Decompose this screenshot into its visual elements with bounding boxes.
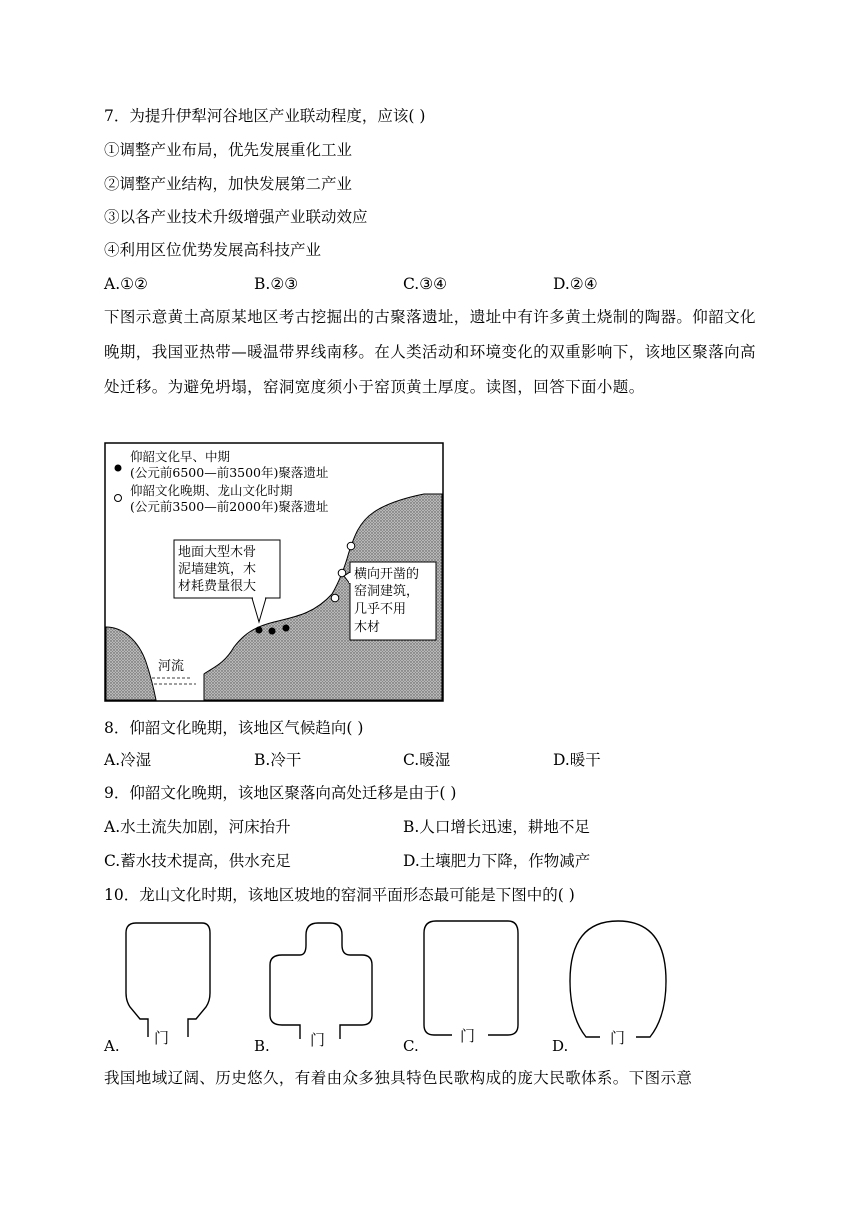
- q7-item-4: ④利用区位优势发展高科技产业: [104, 241, 322, 259]
- shape-a: [126, 923, 210, 1037]
- box2-line4: 木材: [354, 620, 381, 635]
- river-label: 河流: [158, 659, 185, 674]
- outro-paragraph: 我国地域辽阔、历史悠久，有着由众多独具特色民歌构成的庞大民歌体系。下图示意: [104, 1069, 693, 1087]
- door-d: 门: [610, 1029, 626, 1047]
- legend1-line2: (公元前6500—前3500年)聚落遗址: [130, 465, 329, 480]
- option-a-label: A.: [104, 1037, 120, 1055]
- q10-stem: 10．龙山文化时期，该地区坡地的窑洞平面形态最可能是下图中的( ): [104, 886, 575, 904]
- option-c-label: C.: [403, 1037, 419, 1055]
- q7-stem: 7．为提升伊犁河谷地区产业联动程度，应该( ): [104, 107, 426, 125]
- option-b-label: B.: [254, 1037, 270, 1055]
- legend2-line2: (公元前3500—前2000年)聚落遗址: [130, 499, 329, 514]
- q8-option-a: A.冷湿: [104, 751, 152, 769]
- q9-option-a: A.水土流失加剧，河床抬升: [104, 818, 291, 836]
- box2-line2: 窑洞建筑，: [354, 584, 420, 599]
- shape-c: [424, 921, 518, 1035]
- q9-option-d: D.土壤肥力下降，作物减产: [403, 852, 591, 870]
- door-a: 门: [154, 1029, 170, 1047]
- door-b: 门: [310, 1031, 326, 1049]
- q9-stem: 9．仰韶文化晚期，该地区聚落向高处迁移是由于( ): [104, 784, 457, 802]
- q7-item-3: ③以各产业技术升级增强产业联动效应: [104, 208, 368, 226]
- door-c: 门: [460, 1027, 476, 1045]
- q8-option-b: B.冷干: [254, 751, 302, 769]
- q7-item-1: ①调整产业布局，优先发展重化工业: [104, 141, 353, 159]
- legend1-line1: 仰韶文化早、中期: [130, 449, 231, 464]
- option-d-label: D.: [552, 1037, 569, 1055]
- q8-option-d: D.暖干: [553, 751, 601, 769]
- q7-option-a: A.①②: [104, 275, 148, 293]
- q7-item-2: ②调整产业结构，加快发展第二产业: [104, 175, 353, 193]
- shape-d: [570, 921, 666, 1037]
- q7-option-d: D.②④: [553, 275, 598, 293]
- box1-line2: 泥墙建筑，木: [178, 562, 257, 577]
- q9-option-c: C.蓄水技术提高，供水充足: [104, 852, 291, 870]
- q7-option-b: B.②③: [254, 275, 299, 293]
- q9-option-b: B.人口增长迅速，耕地不足: [403, 818, 590, 836]
- cave-plan-figure: [100, 915, 700, 1060]
- q8-stem: 8．仰韶文化晚期，该地区气候趋向( ): [104, 719, 364, 737]
- shape-b: [270, 923, 372, 1039]
- intro-paragraph: 下图示意黄土高原某地区考古挖掘出的古聚落遗址，遗址中有许多黄土烧制的陶器。仰韶文化晚期，我国亚热带—暖温带界线南移。在人类活动和环境变化的双重影响下，该地区聚落向高处迁移。为避免坍塌，窑洞宽度须小于窑顶黄土厚度。读图，回答下面小题。: [104, 308, 756, 396]
- q7-option-c: C.③④: [403, 275, 448, 293]
- box1-line3: 材耗费量很大: [178, 579, 257, 594]
- settlement-figure: [104, 442, 444, 702]
- legend2-line1: 仰韶文化晚期、龙山文化时期: [130, 483, 293, 498]
- q8-option-c: C.暖湿: [403, 751, 451, 769]
- box2-line3: 几乎不用: [354, 602, 407, 617]
- box2-line1: 横向开凿的: [354, 567, 420, 582]
- box1-line1: 地面大型木骨: [178, 545, 257, 560]
